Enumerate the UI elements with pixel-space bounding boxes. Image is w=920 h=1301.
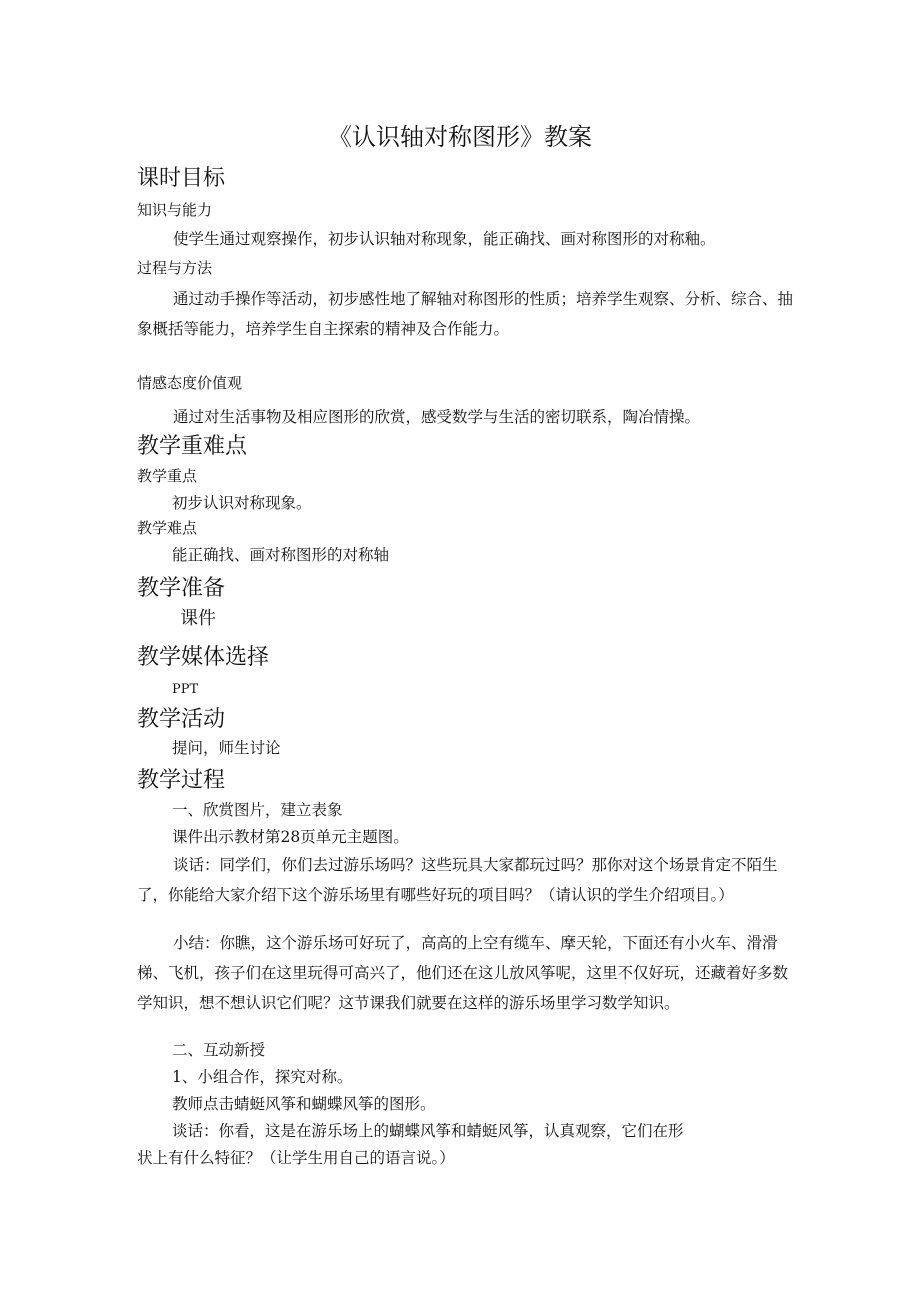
paragraph-activity: 提问，师生讨论: [172, 739, 281, 757]
heading-media: 教学媒体选择: [137, 645, 270, 670]
document-title: 《认识轴对称图形》教案: [328, 123, 592, 151]
paragraph-emotion: 通过对生活事物及相应图形的欣赏，感受数学与生活的密切联系，陶冶情操。: [173, 408, 701, 426]
paragraph-key: 初步认识对称现象。: [172, 494, 312, 512]
process-dialogue-1: 谈话：同学们，你们去过游乐场吗？这些玩具大家都玩过吗？那你对这个场景肯定不陌生了，你能给大家介绍下这个游乐场里有哪些好玩的项目吗？（请认识的学生介绍项目。）: [137, 856, 778, 904]
paragraph-process: 通过动手操作等活动，初步感性地了解轴对称图形的性质；培养学生观察、分析、综合、抽象概括等能力，培养学生自主探索的精神及合作能力。: [137, 290, 794, 338]
heading-key-difficult: 教学重难点: [137, 434, 248, 459]
process-line-2: 课件出示教材第28页单元主题图。: [172, 828, 409, 846]
paragraph-preparation: 课件: [180, 608, 216, 629]
paragraph-media: PPT: [172, 682, 199, 697]
paragraph-difficult: 能正确找、画对称图形的对称轴: [172, 546, 390, 564]
process-step-2: 二、互动新授: [172, 1041, 266, 1059]
process-line-7: 教师点击蜻蜓风筝和蝴蝶风筝的图形。: [172, 1095, 436, 1113]
subheading-key: 教学重点: [137, 467, 198, 485]
heading-lesson-goals: 课时目标: [137, 166, 226, 191]
subheading-difficult: 教学难点: [137, 519, 198, 537]
subheading-emotion: 情感态度价值观: [137, 374, 243, 392]
subheading-knowledge: 知识与能力: [137, 201, 213, 219]
process-summary: 小结：你瞧，这个游乐场可好玩了，高高的上空有缆车、摩天轮，下面还有小火车、滑滑梯、飞机，孩子们在这里玩得可高兴了，他们还在这儿放风筝呢，这里不仅好玩，还藏着好多数学知识，想不想认识它们呢？这节课我们就要在这样的游乐场里学习数学知识。: [137, 934, 789, 1012]
heading-activity: 教学活动: [137, 707, 226, 732]
subheading-process: 过程与方法: [137, 259, 213, 277]
process-dialogue-2: 谈话：你看，这是在游乐场上的蝴蝶风筝和蜻蜓风筝，认真观察，它们在形: [172, 1122, 684, 1140]
heading-process: 教学过程: [137, 768, 226, 793]
heading-preparation: 教学准备: [137, 576, 226, 601]
paragraph-knowledge: 使学生通过观察操作，初步认识轴对称现象，能正确找、画对称图形的对称釉。: [173, 230, 716, 248]
process-step-1: 一、欣赏图片，建立表象: [172, 801, 343, 819]
process-line-6: 1、小组合作，探究对称。: [172, 1068, 353, 1086]
process-dialogue-2-cont: 状上有什么特征？（让学生用自己的语言说。）: [137, 1149, 455, 1167]
